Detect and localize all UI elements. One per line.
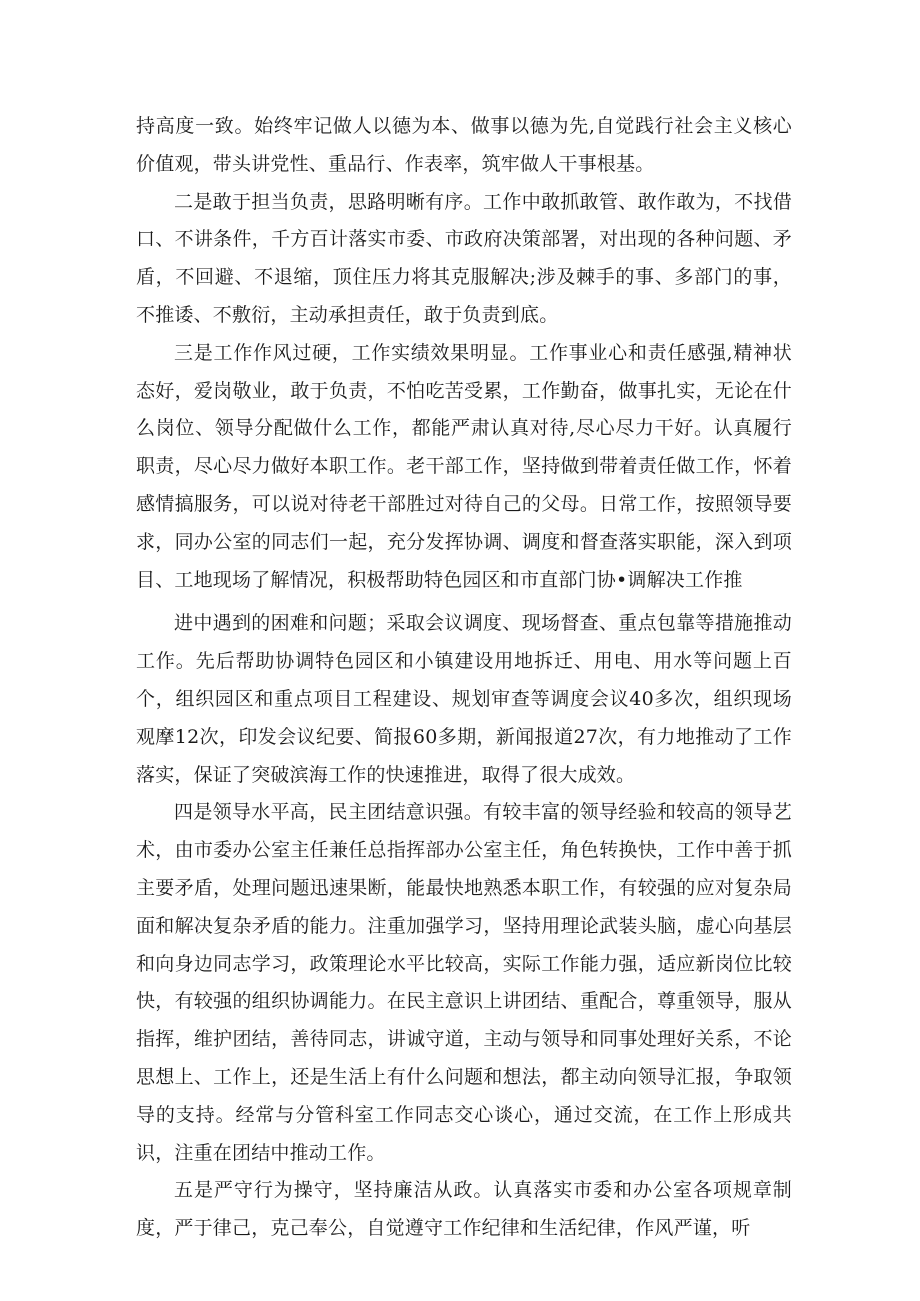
paragraph-work-results: 进中遇到的困难和问题；采取会议调度、现场督查、重点包靠等措施推动工作。先后帮助协调特色园区和小镇建设用地拆迁、用电、用水等问题上百个，组织园区和重点项目工程建设、规划审查等调度会议40多次，组织现场观摩12次，印发会议纪要、简报60多期，新闻报道27次，有力地推动了工作落实，保证了突破滨海工作的快速推进，取得了很大成效。 (136, 612, 792, 786)
paragraph-leadership: 四是领导水平高，民主团结意识强。有较丰富的领导经验和较高的领导艺术，由市委办公室主任兼任总指挥部办公室主任，角色转换快，工作中善于抓主要矛盾，处理问题迅速果断，能最快地熟悉本职工作，有较强的应对复杂局面和解决复杂矛盾的能力。注重加强学习，坚持用理论武装头脑，虚心向基层和向身边同志学习，政策理论水平比较高，实际工作能力强，适应新岗位比较快，有较强的组织协调能力。在民主意识上讲团结、重配合，尊重领导，服从指挥，维护团结，善待同志，讲诚守道，主动与领导和同事处理好关系，不论思想上、工作上，还是生活上有什么问题和想法，都主动向领导汇报，争取领导的支持。经常与分管科室工作同志交心谈心，通过交流，在工作上形成共识，注重在团结中推动工作。 (136, 801, 792, 1164)
document-body (136, 108, 792, 1248)
paragraph-integrity: 五是严守行为操守，坚持廉洁从政。认真落实市委和办公室各项规章制度，严于律己，克己奉公，自觉遵守工作纪律和生活纪律，作风严谨，听 (136, 1179, 792, 1240)
paragraph-continued: 持高度一致。始终牢记做人以德为本、做事以德为先,自觉践行社会主义核心价值观，带头讲党性、重品行、作表率，筑牢做人干事根基。 (136, 115, 792, 175)
paragraph-work-style: 三是工作作风过硬，工作实绩效果明显。工作事业心和责任感强,精神状态好，爱岗敬业，敢于负责，不怕吃苦受累，工作勤奋，做事扎实，无论在什么岗位、领导分配做什么工作，都能严肃认真对待,尽心尽力干好。认真履行职责，尽心尽力做好本职工作。老干部工作，坚持做到带着责任做工作，怀着感情搞服务，可以说对待老干部胜过对待自己的父母。日常工作，按照领导要求，同办公室的同志们一起，充分发挥协调、调度和督查落实职能，深入到项目、工地现场了解情况，积极帮助特色园区和市直部门协•调解决工作推 (136, 341, 792, 591)
paragraph-dare-to-take-responsibility: 二是敢于担当负责，思路明晰有序。工作中敢抓敢管、敢作敢为，不找借口、不讲条件，千方百计落实市委、市政府决策部署，对出现的各种问题、矛盾，不回避、不退缩，顶住压力将其克服解决;涉及棘手的事、多部门的事，不推诿、不敷衍，主动承担责任，敢于负责到底。 (136, 190, 792, 326)
